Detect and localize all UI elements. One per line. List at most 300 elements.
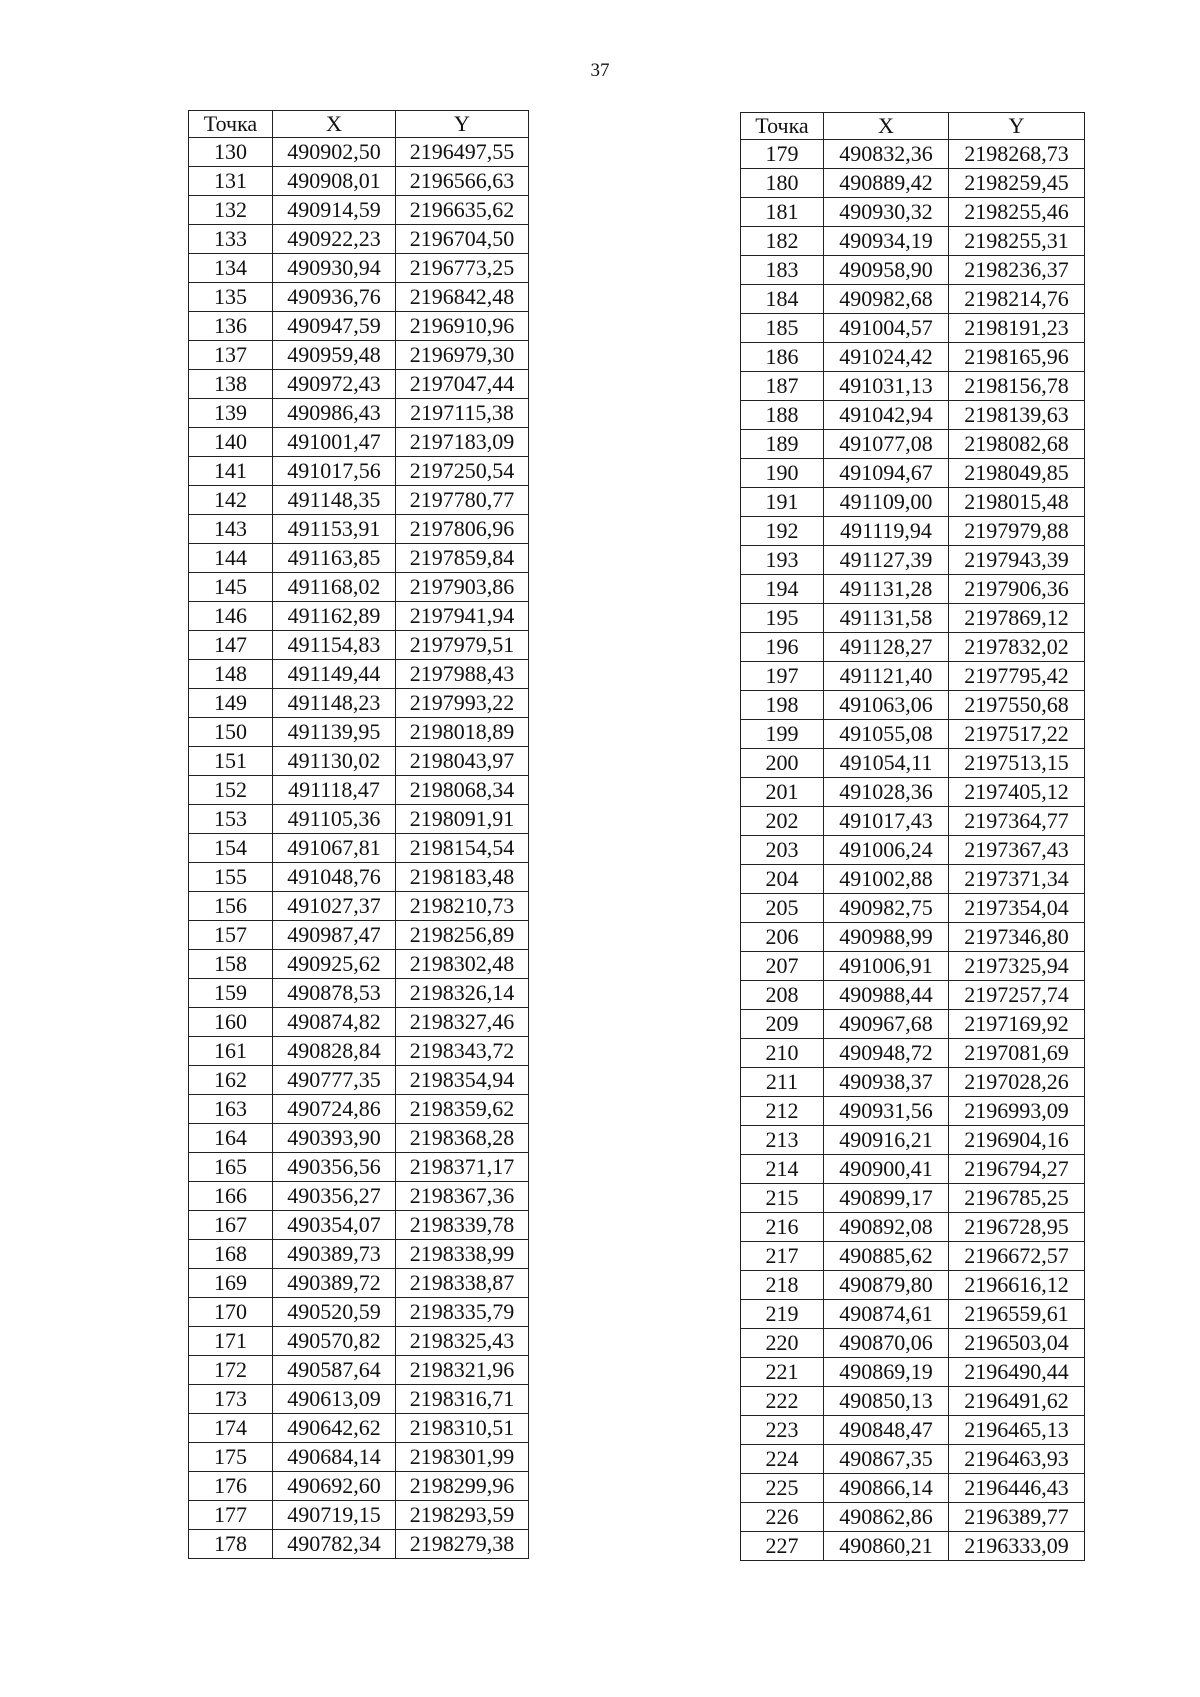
x-coordinate-cell: 490782,34 xyxy=(273,1530,396,1559)
point-number-cell: 162 xyxy=(189,1066,273,1095)
y-coordinate-cell: 2196910,96 xyxy=(396,312,529,341)
point-number-cell: 188 xyxy=(741,401,824,430)
y-coordinate-cell: 2197795,42 xyxy=(949,662,1085,691)
point-number-cell: 161 xyxy=(189,1037,273,1066)
point-number-cell: 227 xyxy=(741,1532,824,1561)
point-number-cell: 224 xyxy=(741,1445,824,1474)
table-row xyxy=(741,1068,1085,1097)
x-coordinate-cell: 491130,02 xyxy=(273,747,396,776)
x-coordinate-cell: 490988,44 xyxy=(824,981,949,1010)
table-row xyxy=(741,459,1085,488)
point-number-cell: 163 xyxy=(189,1095,273,1124)
table-row xyxy=(741,778,1085,807)
point-number-cell: 204 xyxy=(741,865,824,894)
x-coordinate-cell: 490520,59 xyxy=(273,1298,396,1327)
point-number-cell: 147 xyxy=(189,631,273,660)
x-coordinate-cell: 491148,35 xyxy=(273,486,396,515)
y-coordinate-cell: 2197941,94 xyxy=(396,602,529,631)
x-coordinate-cell: 490354,07 xyxy=(273,1211,396,1240)
y-coordinate-cell: 2198293,59 xyxy=(396,1501,529,1530)
x-coordinate-cell: 490570,82 xyxy=(273,1327,396,1356)
x-coordinate-cell: 491131,58 xyxy=(824,604,949,633)
table-row xyxy=(189,1356,529,1385)
table-row xyxy=(189,631,529,660)
table-row xyxy=(741,227,1085,256)
y-coordinate-cell: 2196979,30 xyxy=(396,341,529,370)
table-row xyxy=(189,921,529,950)
y-coordinate-cell: 2198214,76 xyxy=(949,285,1085,314)
table-row xyxy=(189,950,529,979)
y-coordinate-cell: 2198139,63 xyxy=(949,401,1085,430)
y-coordinate-cell: 2196465,13 xyxy=(949,1416,1085,1445)
table-row xyxy=(189,312,529,341)
x-coordinate-cell: 491077,08 xyxy=(824,430,949,459)
y-coordinate-cell: 2196672,57 xyxy=(949,1242,1085,1271)
y-coordinate-cell: 2196773,25 xyxy=(396,254,529,283)
table-row xyxy=(189,834,529,863)
x-coordinate-cell: 491067,81 xyxy=(273,834,396,863)
point-number-cell: 169 xyxy=(189,1269,273,1298)
y-coordinate-cell: 2198338,87 xyxy=(396,1269,529,1298)
point-number-cell: 185 xyxy=(741,314,824,343)
y-coordinate-cell: 2198339,78 xyxy=(396,1211,529,1240)
table-header-row xyxy=(741,113,1085,140)
table-row xyxy=(189,805,529,834)
x-coordinate-cell: 490869,19 xyxy=(824,1358,949,1387)
table-row xyxy=(189,1153,529,1182)
point-number-cell: 153 xyxy=(189,805,273,834)
point-number-cell: 186 xyxy=(741,343,824,372)
y-coordinate-cell: 2196559,61 xyxy=(949,1300,1085,1329)
table-row xyxy=(189,689,529,718)
point-number-cell: 190 xyxy=(741,459,824,488)
y-coordinate-cell: 2198049,85 xyxy=(949,459,1085,488)
x-coordinate-cell: 491017,43 xyxy=(824,807,949,836)
point-number-cell: 144 xyxy=(189,544,273,573)
table-row xyxy=(189,776,529,805)
point-number-cell: 141 xyxy=(189,457,273,486)
point-number-cell: 193 xyxy=(741,546,824,575)
table-row xyxy=(741,169,1085,198)
point-number-cell: 208 xyxy=(741,981,824,1010)
point-number-cell: 164 xyxy=(189,1124,273,1153)
y-coordinate-cell: 2197405,12 xyxy=(949,778,1085,807)
point-number-cell: 136 xyxy=(189,312,273,341)
x-coordinate-cell: 490870,06 xyxy=(824,1329,949,1358)
x-coordinate-cell: 491153,91 xyxy=(273,515,396,544)
table-row xyxy=(741,836,1085,865)
x-coordinate-cell: 490959,48 xyxy=(273,341,396,370)
x-coordinate-cell: 490828,84 xyxy=(273,1037,396,1066)
x-coordinate-cell: 491149,44 xyxy=(273,660,396,689)
x-coordinate-cell: 490902,50 xyxy=(273,138,396,167)
y-coordinate-cell: 2196503,04 xyxy=(949,1329,1085,1358)
y-coordinate-cell: 2198335,79 xyxy=(396,1298,529,1327)
table-row xyxy=(189,863,529,892)
x-coordinate-cell: 491162,89 xyxy=(273,602,396,631)
table-row xyxy=(741,1329,1085,1358)
point-number-cell: 213 xyxy=(741,1126,824,1155)
point-number-cell: 212 xyxy=(741,1097,824,1126)
table-row xyxy=(189,1066,529,1095)
y-coordinate-cell: 2196704,50 xyxy=(396,225,529,254)
table-row xyxy=(741,198,1085,227)
point-number-cell: 207 xyxy=(741,952,824,981)
point-number-cell: 151 xyxy=(189,747,273,776)
table-row xyxy=(741,575,1085,604)
table-row xyxy=(741,894,1085,923)
x-coordinate-cell: 491017,56 xyxy=(273,457,396,486)
column-header-point: Точка xyxy=(189,111,273,138)
x-coordinate-cell: 491006,24 xyxy=(824,836,949,865)
y-coordinate-cell: 2198082,68 xyxy=(949,430,1085,459)
x-coordinate-cell: 490878,53 xyxy=(273,979,396,1008)
x-coordinate-cell: 490982,68 xyxy=(824,285,949,314)
point-number-cell: 210 xyxy=(741,1039,824,1068)
table-row xyxy=(741,546,1085,575)
y-coordinate-cell: 2196785,25 xyxy=(949,1184,1085,1213)
column-header-y: Y xyxy=(396,111,529,138)
y-coordinate-cell: 2198210,73 xyxy=(396,892,529,921)
point-number-cell: 220 xyxy=(741,1329,824,1358)
point-number-cell: 155 xyxy=(189,863,273,892)
y-coordinate-cell: 2196794,27 xyxy=(949,1155,1085,1184)
x-coordinate-cell: 491031,13 xyxy=(824,372,949,401)
x-coordinate-cell: 490972,43 xyxy=(273,370,396,399)
y-coordinate-cell: 2196728,95 xyxy=(949,1213,1085,1242)
x-coordinate-cell: 490987,47 xyxy=(273,921,396,950)
y-coordinate-cell: 2196497,55 xyxy=(396,138,529,167)
point-number-cell: 180 xyxy=(741,169,824,198)
table-row xyxy=(189,428,529,457)
table-row xyxy=(189,1501,529,1530)
y-coordinate-cell: 2196635,62 xyxy=(396,196,529,225)
point-number-cell: 168 xyxy=(189,1240,273,1269)
x-coordinate-cell: 491094,67 xyxy=(824,459,949,488)
table-row xyxy=(741,720,1085,749)
x-coordinate-cell: 490916,21 xyxy=(824,1126,949,1155)
table-row xyxy=(741,1184,1085,1213)
point-number-cell: 192 xyxy=(741,517,824,546)
table-row xyxy=(741,488,1085,517)
y-coordinate-cell: 2197371,34 xyxy=(949,865,1085,894)
column-header-x: X xyxy=(273,111,396,138)
y-coordinate-cell: 2197081,69 xyxy=(949,1039,1085,1068)
x-coordinate-cell: 490958,90 xyxy=(824,256,949,285)
point-number-cell: 138 xyxy=(189,370,273,399)
y-coordinate-cell: 2197906,36 xyxy=(949,575,1085,604)
table-row xyxy=(189,979,529,1008)
y-coordinate-cell: 2198256,89 xyxy=(396,921,529,950)
x-coordinate-cell: 491128,27 xyxy=(824,633,949,662)
point-number-cell: 152 xyxy=(189,776,273,805)
point-number-cell: 170 xyxy=(189,1298,273,1327)
table-row xyxy=(189,1385,529,1414)
point-number-cell: 142 xyxy=(189,486,273,515)
coordinates-table-left xyxy=(188,110,529,1559)
point-number-cell: 133 xyxy=(189,225,273,254)
y-coordinate-cell: 2198268,73 xyxy=(949,140,1085,169)
x-coordinate-cell: 491004,57 xyxy=(824,314,949,343)
point-number-cell: 131 xyxy=(189,167,273,196)
table-row xyxy=(189,1298,529,1327)
table-row xyxy=(189,515,529,544)
x-coordinate-cell: 491054,11 xyxy=(824,749,949,778)
x-coordinate-cell: 491154,83 xyxy=(273,631,396,660)
x-coordinate-cell: 491024,42 xyxy=(824,343,949,372)
x-coordinate-cell: 490908,01 xyxy=(273,167,396,196)
point-number-cell: 189 xyxy=(741,430,824,459)
x-coordinate-cell: 490900,41 xyxy=(824,1155,949,1184)
x-coordinate-cell: 490684,14 xyxy=(273,1443,396,1472)
point-number-cell: 134 xyxy=(189,254,273,283)
column-header-y: Y xyxy=(949,113,1085,140)
table-row xyxy=(189,1472,529,1501)
y-coordinate-cell: 2198043,97 xyxy=(396,747,529,776)
point-number-cell: 145 xyxy=(189,573,273,602)
point-number-cell: 214 xyxy=(741,1155,824,1184)
table-row xyxy=(741,1010,1085,1039)
y-coordinate-cell: 2197806,96 xyxy=(396,515,529,544)
table-row xyxy=(189,573,529,602)
x-coordinate-cell: 491139,95 xyxy=(273,718,396,747)
point-number-cell: 165 xyxy=(189,1153,273,1182)
table-row xyxy=(189,486,529,515)
point-number-cell: 171 xyxy=(189,1327,273,1356)
table-row xyxy=(741,749,1085,778)
y-coordinate-cell: 2198354,94 xyxy=(396,1066,529,1095)
table-row xyxy=(189,747,529,776)
y-coordinate-cell: 2196389,77 xyxy=(949,1503,1085,1532)
point-number-cell: 159 xyxy=(189,979,273,1008)
y-coordinate-cell: 2198367,36 xyxy=(396,1182,529,1211)
point-number-cell: 176 xyxy=(189,1472,273,1501)
point-number-cell: 156 xyxy=(189,892,273,921)
point-number-cell: 202 xyxy=(741,807,824,836)
table-row xyxy=(189,1240,529,1269)
point-number-cell: 191 xyxy=(741,488,824,517)
x-coordinate-cell: 491105,36 xyxy=(273,805,396,834)
table-row xyxy=(741,430,1085,459)
y-coordinate-cell: 2198338,99 xyxy=(396,1240,529,1269)
x-coordinate-cell: 490867,35 xyxy=(824,1445,949,1474)
y-coordinate-cell: 2198327,46 xyxy=(396,1008,529,1037)
x-coordinate-cell: 490862,86 xyxy=(824,1503,949,1532)
y-coordinate-cell: 2198301,99 xyxy=(396,1443,529,1472)
table-row xyxy=(189,718,529,747)
point-number-cell: 160 xyxy=(189,1008,273,1037)
x-coordinate-cell: 490692,60 xyxy=(273,1472,396,1501)
x-coordinate-cell: 491006,91 xyxy=(824,952,949,981)
table-row xyxy=(189,1008,529,1037)
point-number-cell: 215 xyxy=(741,1184,824,1213)
table-row xyxy=(189,544,529,573)
y-coordinate-cell: 2198255,31 xyxy=(949,227,1085,256)
point-number-cell: 157 xyxy=(189,921,273,950)
point-number-cell: 182 xyxy=(741,227,824,256)
x-coordinate-cell: 490642,62 xyxy=(273,1414,396,1443)
x-coordinate-cell: 490982,75 xyxy=(824,894,949,923)
x-coordinate-cell: 490967,68 xyxy=(824,1010,949,1039)
table-row xyxy=(189,196,529,225)
table-row xyxy=(741,256,1085,285)
point-number-cell: 146 xyxy=(189,602,273,631)
y-coordinate-cell: 2196993,09 xyxy=(949,1097,1085,1126)
x-coordinate-cell: 490777,35 xyxy=(273,1066,396,1095)
x-coordinate-cell: 490389,73 xyxy=(273,1240,396,1269)
y-coordinate-cell: 2196904,16 xyxy=(949,1126,1085,1155)
point-number-cell: 221 xyxy=(741,1358,824,1387)
table-row xyxy=(741,1271,1085,1300)
y-coordinate-cell: 2197550,68 xyxy=(949,691,1085,720)
x-coordinate-cell: 490930,94 xyxy=(273,254,396,283)
y-coordinate-cell: 2198299,96 xyxy=(396,1472,529,1501)
y-coordinate-cell: 2197943,39 xyxy=(949,546,1085,575)
y-coordinate-cell: 2197169,92 xyxy=(949,1010,1085,1039)
x-coordinate-cell: 490988,99 xyxy=(824,923,949,952)
table-row xyxy=(741,140,1085,169)
table-row xyxy=(189,1211,529,1240)
table-row xyxy=(189,1124,529,1153)
y-coordinate-cell: 2197993,22 xyxy=(396,689,529,718)
x-coordinate-cell: 491121,40 xyxy=(824,662,949,691)
table-row xyxy=(189,1414,529,1443)
y-coordinate-cell: 2197517,22 xyxy=(949,720,1085,749)
table-row xyxy=(741,1300,1085,1329)
x-coordinate-cell: 491028,36 xyxy=(824,778,949,807)
y-coordinate-cell: 2198316,71 xyxy=(396,1385,529,1414)
x-coordinate-cell: 491002,88 xyxy=(824,865,949,894)
point-number-cell: 166 xyxy=(189,1182,273,1211)
point-number-cell: 143 xyxy=(189,515,273,544)
table-row xyxy=(741,343,1085,372)
y-coordinate-cell: 2197869,12 xyxy=(949,604,1085,633)
y-coordinate-cell: 2198302,48 xyxy=(396,950,529,979)
table-row xyxy=(189,370,529,399)
y-coordinate-cell: 2196333,09 xyxy=(949,1532,1085,1561)
point-number-cell: 199 xyxy=(741,720,824,749)
table-row xyxy=(189,660,529,689)
y-coordinate-cell: 2198018,89 xyxy=(396,718,529,747)
x-coordinate-cell: 491131,28 xyxy=(824,575,949,604)
table-row xyxy=(741,807,1085,836)
y-coordinate-cell: 2197859,84 xyxy=(396,544,529,573)
point-number-cell: 201 xyxy=(741,778,824,807)
table-row xyxy=(741,633,1085,662)
table-row xyxy=(741,604,1085,633)
y-coordinate-cell: 2198255,46 xyxy=(949,198,1085,227)
point-number-cell: 148 xyxy=(189,660,273,689)
table-header-row xyxy=(189,111,529,138)
y-coordinate-cell: 2197047,44 xyxy=(396,370,529,399)
table-row xyxy=(189,254,529,283)
table-row xyxy=(189,1182,529,1211)
table-row xyxy=(741,1532,1085,1561)
y-coordinate-cell: 2198321,96 xyxy=(396,1356,529,1385)
table-row xyxy=(741,314,1085,343)
x-coordinate-cell: 490922,23 xyxy=(273,225,396,254)
table-row xyxy=(741,1213,1085,1242)
table-row xyxy=(741,1387,1085,1416)
x-coordinate-cell: 490930,32 xyxy=(824,198,949,227)
table-row xyxy=(189,1443,529,1472)
point-number-cell: 179 xyxy=(741,140,824,169)
x-coordinate-cell: 491055,08 xyxy=(824,720,949,749)
table-row xyxy=(189,225,529,254)
point-number-cell: 222 xyxy=(741,1387,824,1416)
point-number-cell: 150 xyxy=(189,718,273,747)
x-coordinate-cell: 491063,06 xyxy=(824,691,949,720)
x-coordinate-cell: 490925,62 xyxy=(273,950,396,979)
table-row xyxy=(741,1039,1085,1068)
y-coordinate-cell: 2197257,74 xyxy=(949,981,1085,1010)
y-coordinate-cell: 2198359,62 xyxy=(396,1095,529,1124)
x-coordinate-cell: 490885,62 xyxy=(824,1242,949,1271)
x-coordinate-cell: 490389,72 xyxy=(273,1269,396,1298)
point-number-cell: 140 xyxy=(189,428,273,457)
y-coordinate-cell: 2196490,44 xyxy=(949,1358,1085,1387)
column-header-x: X xyxy=(824,113,949,140)
page-number: 37 xyxy=(590,60,610,81)
y-coordinate-cell: 2198310,51 xyxy=(396,1414,529,1443)
y-coordinate-cell: 2198368,28 xyxy=(396,1124,529,1153)
table-row xyxy=(741,1445,1085,1474)
point-number-cell: 226 xyxy=(741,1503,824,1532)
table-row xyxy=(741,662,1085,691)
point-number-cell: 139 xyxy=(189,399,273,428)
point-number-cell: 205 xyxy=(741,894,824,923)
x-coordinate-cell: 490587,64 xyxy=(273,1356,396,1385)
y-coordinate-cell: 2196616,12 xyxy=(949,1271,1085,1300)
table-row xyxy=(189,167,529,196)
point-number-cell: 209 xyxy=(741,1010,824,1039)
x-coordinate-cell: 490613,09 xyxy=(273,1385,396,1414)
x-coordinate-cell: 490899,17 xyxy=(824,1184,949,1213)
point-number-cell: 167 xyxy=(189,1211,273,1240)
x-coordinate-cell: 491148,23 xyxy=(273,689,396,718)
y-coordinate-cell: 2197513,15 xyxy=(949,749,1085,778)
point-number-cell: 130 xyxy=(189,138,273,167)
point-number-cell: 203 xyxy=(741,836,824,865)
point-number-cell: 174 xyxy=(189,1414,273,1443)
x-coordinate-cell: 490986,43 xyxy=(273,399,396,428)
y-coordinate-cell: 2197325,94 xyxy=(949,952,1085,981)
y-coordinate-cell: 2198156,78 xyxy=(949,372,1085,401)
x-coordinate-cell: 490860,21 xyxy=(824,1532,949,1561)
point-number-cell: 178 xyxy=(189,1530,273,1559)
point-number-cell: 198 xyxy=(741,691,824,720)
table-row xyxy=(189,399,529,428)
x-coordinate-cell: 491127,39 xyxy=(824,546,949,575)
x-coordinate-cell: 490889,42 xyxy=(824,169,949,198)
x-coordinate-cell: 490947,59 xyxy=(273,312,396,341)
y-coordinate-cell: 2198015,48 xyxy=(949,488,1085,517)
y-coordinate-cell: 2198326,14 xyxy=(396,979,529,1008)
x-coordinate-cell: 490850,13 xyxy=(824,1387,949,1416)
point-number-cell: 219 xyxy=(741,1300,824,1329)
x-coordinate-cell: 490874,61 xyxy=(824,1300,949,1329)
point-number-cell: 197 xyxy=(741,662,824,691)
x-coordinate-cell: 490832,36 xyxy=(824,140,949,169)
table-row xyxy=(741,981,1085,1010)
x-coordinate-cell: 490931,56 xyxy=(824,1097,949,1126)
x-coordinate-cell: 490934,19 xyxy=(824,227,949,256)
y-coordinate-cell: 2196491,62 xyxy=(949,1387,1085,1416)
point-number-cell: 196 xyxy=(741,633,824,662)
table-row xyxy=(741,865,1085,894)
point-number-cell: 149 xyxy=(189,689,273,718)
point-number-cell: 187 xyxy=(741,372,824,401)
